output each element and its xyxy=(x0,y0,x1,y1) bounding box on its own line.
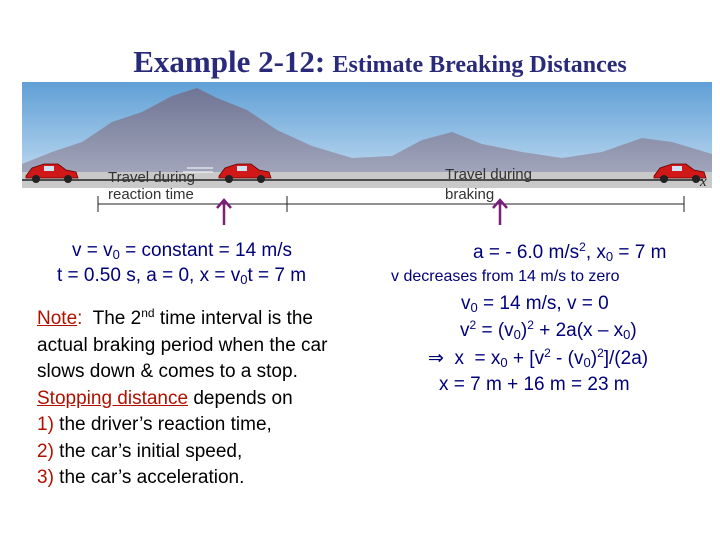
right-line-2: v decreases from 14 m/s to zero xyxy=(391,268,620,285)
arrow-up-icon xyxy=(216,198,232,226)
right-eq-1: a = - 6.0 $m/s^2$, $x_0 = 7$ m xyxy=(473,240,667,264)
item-number: 2) xyxy=(37,440,54,462)
label-reaction-line1: Travel during xyxy=(108,169,195,186)
arrow-up-icon xyxy=(492,198,508,226)
right-eq-3: $v_0 = 14$ m/s, v = 0 xyxy=(461,293,609,315)
label-braking-line1: Travel during xyxy=(445,166,532,183)
title-example-number: Example 2-12: xyxy=(133,44,326,79)
item-number: 3) xyxy=(37,467,54,488)
note-line3: slows down & comes to a stop. xyxy=(37,361,298,382)
implies-icon: ⇒ xyxy=(428,347,444,369)
right-eq-5: ⇒ $x = x_0 + [v^2 - (v_0)^2]/(2a)$ xyxy=(428,346,649,370)
note-label: Note: xyxy=(37,308,83,329)
slide-title xyxy=(0,44,720,80)
braking-illustration xyxy=(22,82,712,217)
left-eq-1: $v = v_0$ = constant = 14 m/s xyxy=(72,240,293,262)
label-reaction-line2: reaction time xyxy=(108,186,194,203)
right-eq-4: $v^2 = (v_0)^2 + 2a(x - x_0)$ xyxy=(460,318,637,342)
left-eq-2: t = 0.50 s, a = 0, $x = v_0t = 7$ m xyxy=(57,265,307,287)
note-line2: actual braking period when the car xyxy=(37,334,328,356)
note-block: Note: The 2nd time interval is the actual braking period when the car slows down & comes to a stop. Stopping distance depends on 1) the driver’s reaction time, 2) the car’s initial speed, 3) the car’s acceleration. xyxy=(37,306,328,488)
stopping-distance-label: Stopping distance xyxy=(37,387,189,409)
label-braking-line2: braking xyxy=(445,186,495,203)
axis-x-label: x xyxy=(700,174,707,190)
item-number: 1) xyxy=(37,414,54,435)
right-eq-6: x = 7 m + 16 m = 23 m xyxy=(439,374,630,395)
title-text: Estimate Breaking Distances xyxy=(332,52,627,78)
